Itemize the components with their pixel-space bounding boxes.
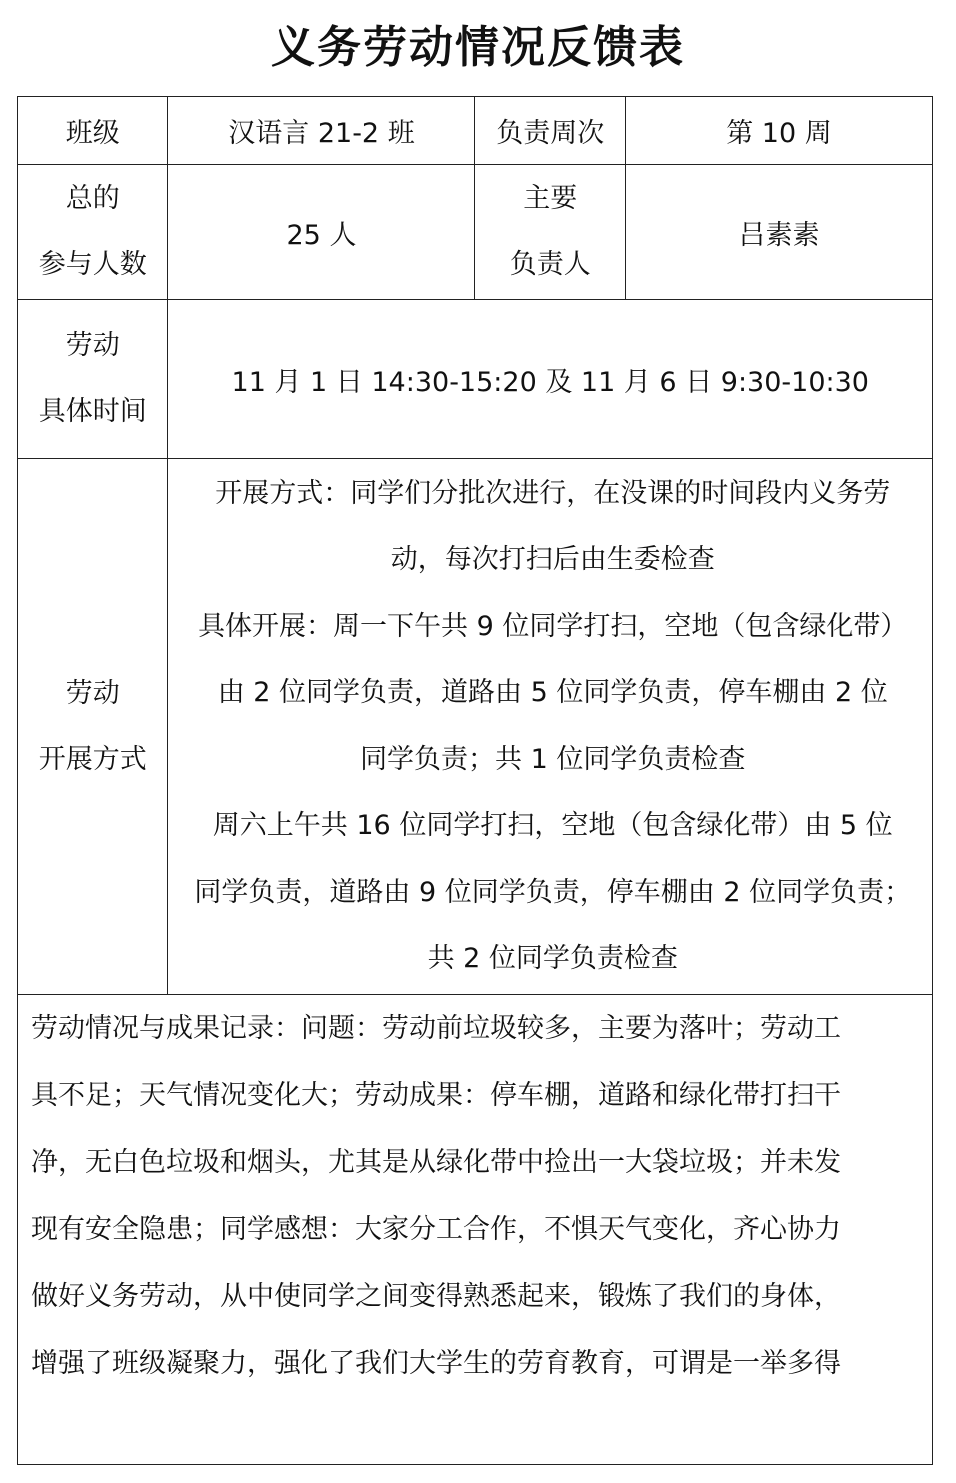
time-label-line1: 劳动 xyxy=(65,330,120,361)
participants-label xyxy=(18,165,168,300)
record-line: 做好义务劳动，从中使同学之间变得熟悉起来，锻炼了我们的身体， xyxy=(31,1281,841,1312)
row-class-week xyxy=(18,97,933,165)
row-participants-leader xyxy=(18,165,933,300)
week-label: 负责周次 xyxy=(475,97,625,165)
leader-value: 吕素素 xyxy=(625,165,932,300)
time-label-line2: 具体时间 xyxy=(38,396,147,427)
class-value: 汉语言 21-2 班 xyxy=(168,97,475,165)
method-line: 同学负责，道路由 9 位同学负责，停车棚由 2 位同学负责； xyxy=(194,876,912,908)
participants-label-line2: 参与人数 xyxy=(38,249,147,280)
record-content xyxy=(18,995,933,1465)
participants-value: 25 人 xyxy=(168,165,475,300)
page-title: 义务劳动情况反馈表 xyxy=(271,22,685,73)
row-time xyxy=(18,300,933,459)
time-value: 11 月 1 日 14:30-15:20 及 11 月 6 日 9:30-10:30 xyxy=(168,300,933,459)
record-line: 增强了班级凝聚力，强化了我们大学生的劳育教育，可谓是一举多得 xyxy=(31,1348,841,1379)
method-line: 由 2 位同学负责，道路由 5 位同学负责，停车棚由 2 位 xyxy=(217,677,888,708)
method-label-line2: 开展方式 xyxy=(38,743,147,775)
feedback-form-table xyxy=(17,96,933,1465)
method-line: 周六上午共 16 位同学打扫，空地（包含绿化带）由 5 位 xyxy=(212,810,893,841)
record-line: 现有安全隐患；同学感想：大家分工合作，不惧天气变化，齐心协力 xyxy=(31,1214,841,1245)
method-line: 开展方式：同学们分批次进行，在没课的时间段内义务劳 xyxy=(215,477,891,509)
time-label xyxy=(18,300,168,459)
record-line: 劳动情况与成果记录：问题：劳动前垃圾较多，主要为落叶；劳动工 xyxy=(31,1013,841,1044)
method-label-line1: 劳动 xyxy=(65,677,120,709)
week-value: 第 10 周 xyxy=(625,97,932,165)
leader-label-line2: 负责人 xyxy=(509,249,591,280)
method-line: 动，每次打扫后由生委检查 xyxy=(390,544,715,575)
row-record xyxy=(18,995,933,1465)
leader-label xyxy=(475,165,625,300)
leader-label-line1: 主要 xyxy=(523,183,578,214)
record-line: 具不足；天气情况变化大；劳动成果：停车棚，道路和绿化带打扫干 xyxy=(31,1080,841,1111)
record-line: 净，无白色垃圾和烟头，尤其是从绿化带中捡出一大袋垃圾；并未发 xyxy=(31,1147,841,1178)
method-line: 共 2 位同学负责检查 xyxy=(427,943,678,974)
method-label xyxy=(18,459,168,995)
method-line: 具体开展：周一下午共 9 位同学打扫，空地（包含绿化带） xyxy=(198,610,908,642)
row-method xyxy=(18,459,933,995)
class-label: 班级 xyxy=(18,97,168,165)
participants-label-line1: 总的 xyxy=(65,183,120,214)
method-line: 同学负责；共 1 位同学负责检查 xyxy=(360,743,746,775)
method-content xyxy=(168,459,933,995)
